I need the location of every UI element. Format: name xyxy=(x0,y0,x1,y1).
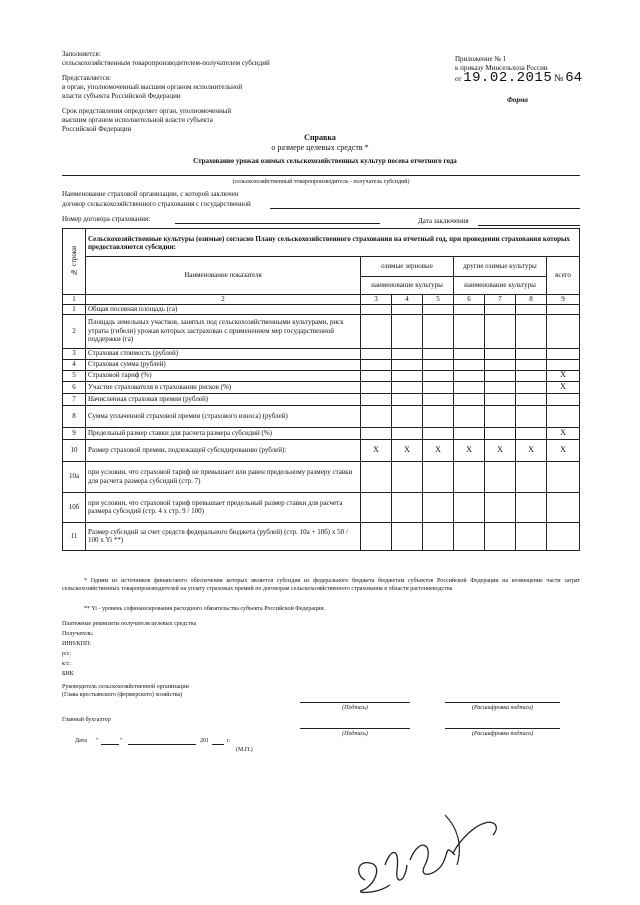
cell[interactable] xyxy=(485,348,516,359)
filled-by-label: Заполняется: xyxy=(62,50,101,58)
cell[interactable] xyxy=(392,492,423,522)
cell[interactable] xyxy=(361,304,392,314)
cell[interactable] xyxy=(547,359,580,370)
requisites-block xyxy=(62,620,196,678)
x-mark: X xyxy=(547,381,580,393)
x-mark: X xyxy=(485,439,516,461)
deadline-3: Российской Федерации xyxy=(62,125,132,133)
colnum-6: 6 xyxy=(454,295,485,305)
date-label: Дата xyxy=(75,738,87,744)
cell[interactable] xyxy=(423,359,454,370)
table-row: 11 Размер субсидий за счет средств федерального бюджета (рублей) (стр. 10а + 10б) х 50 / 100 х Yi **) xyxy=(63,522,580,550)
cell[interactable] xyxy=(485,393,516,405)
table-row: 2 Площадь земельных участков, занятых под сельскохозяйственными культурами, риск утраты (гибели) урожая которых застрахован с применением мер государственной поддержки (га) xyxy=(63,314,580,348)
cell[interactable] xyxy=(454,348,485,359)
cell[interactable] xyxy=(454,461,485,492)
requisites-title: Платежные реквизиты получателя целевых средства xyxy=(62,621,197,627)
cell[interactable] xyxy=(423,348,454,359)
cell[interactable] xyxy=(423,405,454,427)
x-mark: X xyxy=(547,427,580,439)
colnum-1: 1 xyxy=(63,295,86,305)
cell[interactable] xyxy=(423,314,454,348)
date-year-prefix: 201 xyxy=(200,738,209,744)
cell[interactable] xyxy=(423,370,454,381)
handwritten-signature xyxy=(345,805,505,900)
cell[interactable] xyxy=(547,348,580,359)
date-year-suffix: г. xyxy=(227,738,231,744)
cell[interactable] xyxy=(547,492,580,522)
order-date: 19.02.2015 xyxy=(463,70,553,86)
cell[interactable] xyxy=(485,427,516,439)
x-mark: X xyxy=(516,439,547,461)
cell[interactable] xyxy=(547,461,580,492)
cell[interactable] xyxy=(392,461,423,492)
cell[interactable] xyxy=(454,405,485,427)
footnote-1: * Одним из источников финансового обеспечения которых является субсидия из федерального бюджета бюджетам субъектов Российской Федерации на возмещение части затрат сельскохозяйственных товаропроизводителей на уплату страховых премий по договорам сельскохозяйственного страхования в области растениеводства xyxy=(62,578,580,592)
cell[interactable] xyxy=(547,522,580,550)
producer-line[interactable] xyxy=(62,175,580,176)
cell[interactable] xyxy=(516,492,547,522)
filling-info xyxy=(62,50,322,134)
head-decoding-caption: (Расшифровка подписи) xyxy=(471,705,534,711)
cell[interactable] xyxy=(516,461,547,492)
colnum-5: 5 xyxy=(423,295,454,305)
table-row: 10а при условии, что страховой тариф не превышает или равен предельному размеру ставки для расчета размера субсидий (стр. 7) xyxy=(63,461,580,492)
cell[interactable] xyxy=(516,381,547,393)
table-row: 1 Общая посевная площадь (га) xyxy=(63,304,580,314)
table-row: 4 Страховая сумма (рублей) xyxy=(63,359,580,370)
header-other: другие озимые культуры xyxy=(454,257,547,277)
cell[interactable] xyxy=(485,304,516,314)
form-label: Форма xyxy=(507,96,528,104)
order-number: 64 xyxy=(565,70,583,86)
cell[interactable] xyxy=(454,370,485,381)
cell[interactable] xyxy=(454,304,485,314)
header-row-no: № строки xyxy=(63,229,86,295)
cell[interactable] xyxy=(392,348,423,359)
date-month-field[interactable] xyxy=(128,744,196,745)
date-year-field[interactable] xyxy=(212,744,224,745)
x-mark: X xyxy=(423,439,454,461)
accountant-decoding-caption: (Расшифровка подписи) xyxy=(471,731,534,737)
colnum-9: 9 xyxy=(547,295,580,305)
colnum-3: 3 xyxy=(361,295,392,305)
cell[interactable] xyxy=(547,304,580,314)
cell[interactable] xyxy=(516,393,547,405)
cell[interactable] xyxy=(516,427,547,439)
cell[interactable] xyxy=(392,427,423,439)
cell[interactable] xyxy=(454,492,485,522)
accountant-decoding-field[interactable] xyxy=(445,728,560,729)
head-signature-field[interactable] xyxy=(300,702,410,703)
table-row: 8 Сумма уплаченной страховой премии (страхового взноса) (рублей) xyxy=(63,405,580,427)
bik-label: БИК xyxy=(62,671,74,677)
head-label-2: (Глава крестьянского (фермерского) хозяйства) xyxy=(62,692,183,698)
cell[interactable] xyxy=(361,427,392,439)
colnum-7: 7 xyxy=(485,295,516,305)
number-sign: № xyxy=(553,73,564,84)
cell[interactable] xyxy=(516,314,547,348)
cell[interactable] xyxy=(423,393,454,405)
doc-topic: Страхование урожая озимых сельскохозяйственных культур посева отчетного года xyxy=(193,157,457,165)
appendix-label: Приложение № 1 xyxy=(455,55,507,63)
header-culture-name-2: наименование культуры xyxy=(454,277,547,295)
accountant-signature-caption: (Подпись) xyxy=(342,731,368,737)
cell[interactable] xyxy=(454,314,485,348)
filled-by-value: сельскохозяйственным товаропроизводителем-получателем субсидий xyxy=(62,59,270,67)
cell[interactable] xyxy=(361,461,392,492)
table-row: 3 Страховая стоимость (рублей) xyxy=(63,348,580,359)
accountant-label: Главный бухгалтер xyxy=(62,717,111,723)
inn-label: ИНН/КПП: xyxy=(62,641,92,647)
cell[interactable] xyxy=(516,304,547,314)
colnum-8: 8 xyxy=(516,295,547,305)
date-quote-open: " xyxy=(96,738,99,744)
date-day-field[interactable] xyxy=(101,744,119,745)
cell[interactable] xyxy=(361,393,392,405)
presented-label: Представляется: xyxy=(62,74,111,82)
order-label: к приказу Минсельхоза России xyxy=(455,64,548,72)
cell[interactable] xyxy=(361,359,392,370)
cell[interactable] xyxy=(454,393,485,405)
x-mark: X xyxy=(454,439,485,461)
cell[interactable] xyxy=(361,381,392,393)
header-culture-name-1: наименование культуры xyxy=(361,277,454,295)
contract-no-field[interactable] xyxy=(175,223,380,224)
accountant-signature-field[interactable] xyxy=(300,728,410,729)
contract-date-label: Дата заключения xyxy=(418,217,469,225)
cell[interactable] xyxy=(392,370,423,381)
header-top: Сельскохозяйственные культуры (озимые) согласно Плану сельскохозяйственного страхования на отчетный год, при проведении страхования которых предоставляются субсидии: xyxy=(86,229,580,257)
cell[interactable] xyxy=(423,492,454,522)
cell[interactable] xyxy=(485,314,516,348)
cell[interactable] xyxy=(423,381,454,393)
cell[interactable] xyxy=(392,405,423,427)
cell[interactable] xyxy=(454,359,485,370)
cell[interactable] xyxy=(361,405,392,427)
table-row: 6 Участие страхователя в страховании рисков (%) X xyxy=(63,381,580,393)
doc-subtitle: о размере целевых средств * xyxy=(271,143,369,152)
recipient-label: Получатель: xyxy=(62,631,94,637)
cell[interactable] xyxy=(361,370,392,381)
cell[interactable] xyxy=(392,522,423,550)
cell[interactable] xyxy=(423,304,454,314)
head-decoding-field[interactable] xyxy=(445,702,560,703)
cell[interactable] xyxy=(392,304,423,314)
cell[interactable] xyxy=(392,393,423,405)
cell[interactable] xyxy=(547,405,580,427)
presented-value-1: в орган, уполномоченный высшим органом исполнительной xyxy=(62,83,243,91)
header-grain: озимые зерновые xyxy=(361,257,454,277)
producer-caption: (сельскохозяйственный товаропроизводитель - получатель субсидий) xyxy=(232,179,410,185)
colnum-2: 2 xyxy=(86,295,361,305)
insurer-label-2: договор сельскохозяйственного страхования с государственной xyxy=(62,200,251,208)
cell[interactable] xyxy=(547,393,580,405)
cell[interactable] xyxy=(516,522,547,550)
presented-value-2: власти субъекта Российской Федерации xyxy=(62,92,181,100)
table-row: 5 Страховой тариф (%) X xyxy=(63,370,580,381)
head-signature-caption: (Подпись) xyxy=(342,705,368,711)
cell[interactable] xyxy=(547,314,580,348)
cell[interactable] xyxy=(454,522,485,550)
table-row: 10б при условии, что страховой тариф превышает предельный размер ставки для расчета размера субсидий (стр. 4 х стр. 9 / 100) xyxy=(63,492,580,522)
contract-no-label: Номер договора страхования: xyxy=(62,215,151,223)
doc-title: Справка xyxy=(304,133,336,142)
insurer-field[interactable] xyxy=(270,208,580,209)
cell[interactable] xyxy=(516,370,547,381)
header-total: всего xyxy=(547,257,580,295)
table-row: 7 Начисленная страховая премия (рублей) xyxy=(63,393,580,405)
from-label: от xyxy=(455,75,462,83)
header-indicator: Наименование показателя xyxy=(86,257,361,295)
indicators-table xyxy=(62,228,580,551)
cell[interactable] xyxy=(392,381,423,393)
head-label-1: Руководитель сельскохозяйственной организации xyxy=(62,684,189,690)
cell[interactable] xyxy=(423,427,454,439)
x-mark: X xyxy=(547,439,580,461)
cell[interactable] xyxy=(485,492,516,522)
cell[interactable] xyxy=(516,348,547,359)
cell[interactable] xyxy=(361,348,392,359)
cell[interactable] xyxy=(423,461,454,492)
x-mark: X xyxy=(392,439,423,461)
cell[interactable] xyxy=(454,427,485,439)
cell[interactable] xyxy=(361,314,392,348)
cell[interactable] xyxy=(361,522,392,550)
cell[interactable] xyxy=(361,492,392,522)
table-row: 9 Предельный размер ставки для расчета размера субсидий (%) X xyxy=(63,427,580,439)
deadline-1: Срок представления определяет орган, уполномоченный xyxy=(62,107,232,115)
cell[interactable] xyxy=(485,359,516,370)
cell[interactable] xyxy=(516,405,547,427)
stamp-label: (М.П.) xyxy=(236,747,253,753)
cell[interactable] xyxy=(485,405,516,427)
cell[interactable] xyxy=(485,522,516,550)
appendix-info xyxy=(455,55,595,84)
insurer-label-1: Наименование страховой организации, с которой заключен xyxy=(62,190,239,198)
table-row: 10 Размер страховой премии, подлежащей субсидированию (рублей): X X X X X X X xyxy=(63,439,580,461)
cell[interactable] xyxy=(485,461,516,492)
footnote-2: ** Yi - уровень софинансирования расходного обязательства субъекта Российской Федерации. xyxy=(84,606,326,612)
colnum-4: 4 xyxy=(392,295,423,305)
cell[interactable] xyxy=(392,359,423,370)
cell[interactable] xyxy=(485,381,516,393)
cell[interactable] xyxy=(423,522,454,550)
cell[interactable] xyxy=(485,370,516,381)
cell[interactable] xyxy=(454,381,485,393)
ks-label: к/с: xyxy=(62,661,71,667)
contract-date-field[interactable] xyxy=(478,225,580,226)
cell[interactable] xyxy=(516,359,547,370)
rs-label: р/с: xyxy=(62,651,71,657)
deadline-2: высшим органом исполнительной власти субъекта xyxy=(62,116,213,124)
date-quote-close: " xyxy=(120,738,123,744)
x-mark: X xyxy=(547,370,580,381)
cell[interactable] xyxy=(392,314,423,348)
x-mark: X xyxy=(361,439,392,461)
